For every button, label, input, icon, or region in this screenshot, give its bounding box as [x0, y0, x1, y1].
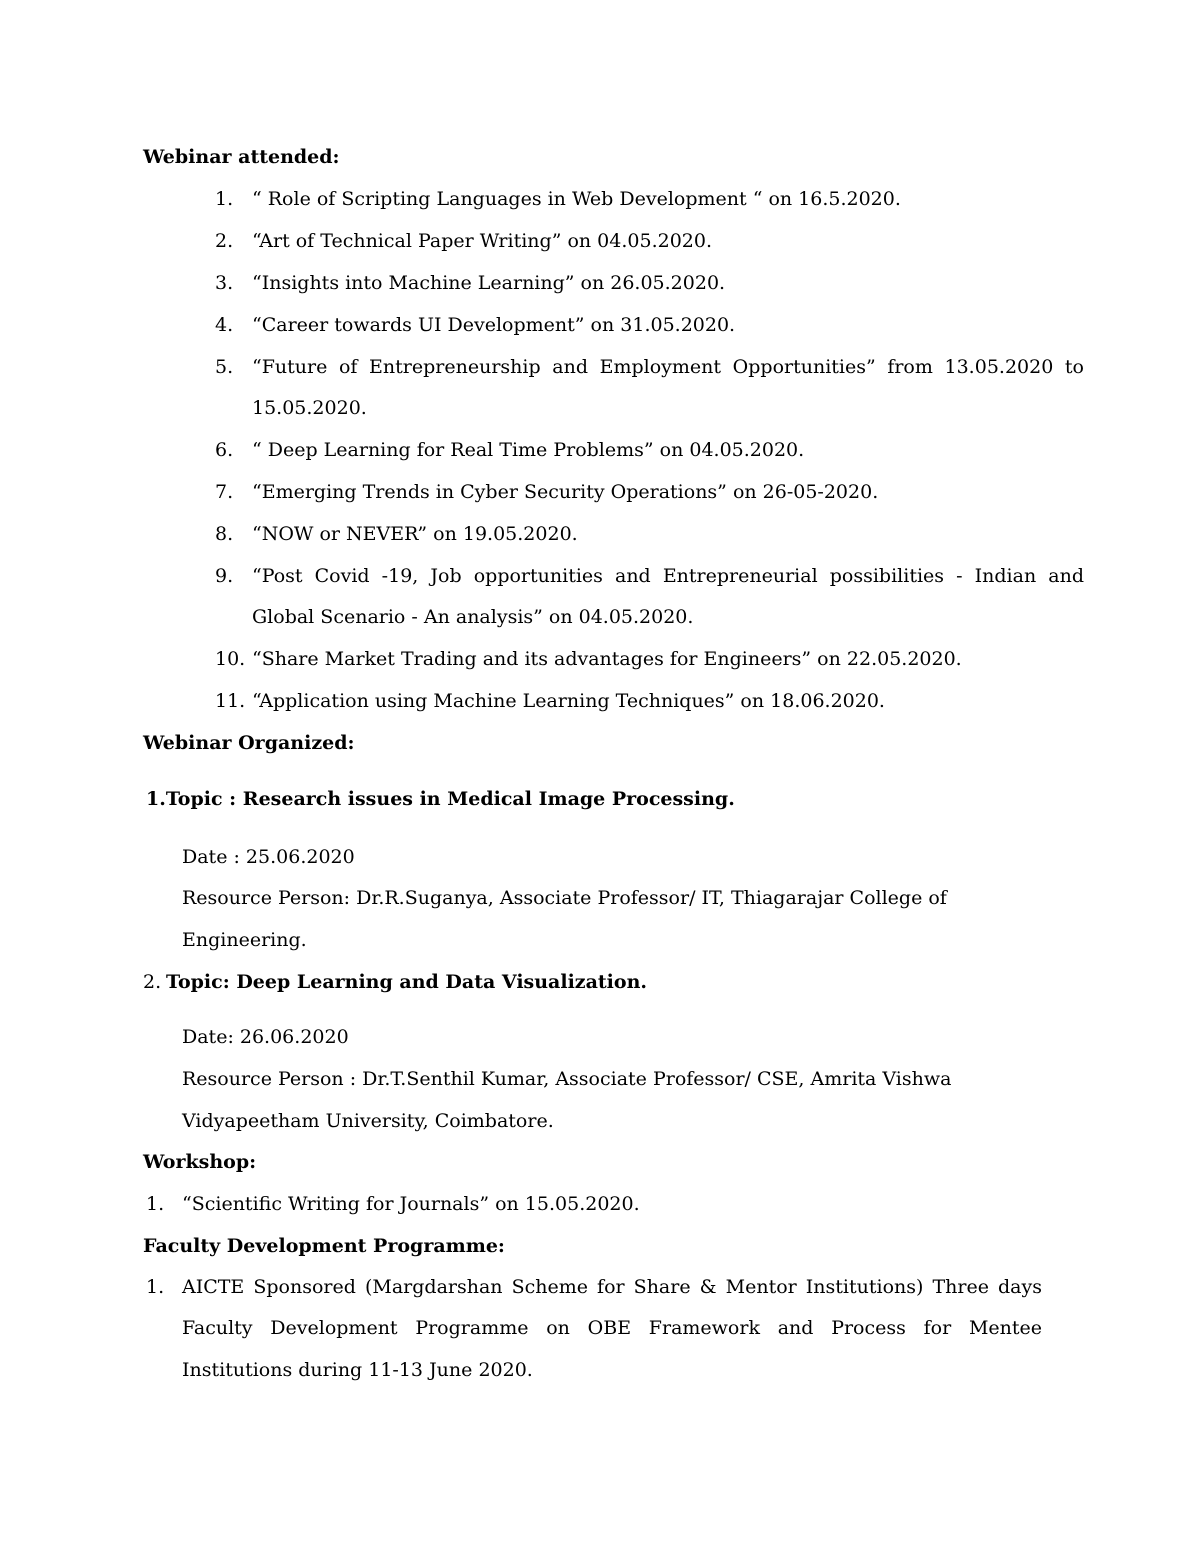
webinar-attended-item: “ Deep Learning for Real Time Problems” on 04.05.2020.	[252, 439, 805, 461]
list-number: 7.	[215, 481, 234, 503]
webinar-organized-heading: Webinar Organized:	[143, 732, 355, 754]
list-number: 11.	[215, 690, 246, 712]
webinar-attended-item: “Career towards UI Development” on 31.05.2020.	[252, 314, 736, 336]
topic1-title: 1.Topic : Research issues in Medical Image Processing.	[146, 788, 735, 810]
topic2-date: Date: 26.06.2020	[182, 1026, 349, 1048]
list-number: 2.	[215, 230, 234, 252]
fdp-item-line3: Institutions during 11-13 June 2020.	[182, 1359, 533, 1381]
fdp-item-line1: AICTE Sponsored (Margdarshan Scheme for Share & Mentor Institutions) Three days	[182, 1276, 1042, 1298]
list-number: 1.	[146, 1276, 165, 1298]
topic1-resource-line1: Resource Person: Dr.R.Suganya, Associate Professor/ IT, Thiagarajar College of	[182, 887, 947, 909]
webinar-attended-item-line2: 15.05.2020.	[252, 397, 367, 419]
webinar-attended-item-line2: Global Scenario - An analysis” on 04.05.2020.	[252, 606, 694, 628]
topic2-number: 2.	[143, 971, 162, 993]
list-number: 5.	[215, 356, 234, 378]
topic2-title: Topic: Deep Learning and Data Visualization.	[166, 971, 647, 993]
webinar-attended-item-line1: “Future of Entrepreneurship and Employment Opportunities” from 13.05.2020 to	[252, 356, 1084, 378]
webinar-attended-item: “Art of Technical Paper Writing” on 04.05.2020.	[252, 230, 712, 252]
topic1-date: Date : 25.06.2020	[182, 846, 355, 868]
list-number: 8.	[215, 523, 234, 545]
webinar-attended-item: “ Role of Scripting Languages in Web Development “ on 16.5.2020.	[252, 188, 901, 210]
list-number: 10.	[215, 648, 246, 670]
list-number: 4.	[215, 314, 234, 336]
webinar-attended-heading: Webinar attended:	[143, 146, 340, 168]
webinar-attended-item: “Share Market Trading and its advantages for Engineers” on 22.05.2020.	[252, 648, 962, 670]
list-number: 6.	[215, 439, 234, 461]
webinar-attended-item: “Application using Machine Learning Techniques” on 18.06.2020.	[252, 690, 885, 712]
list-number: 9.	[215, 565, 234, 587]
fdp-heading: Faculty Development Programme:	[143, 1235, 505, 1257]
list-number: 1.	[215, 188, 234, 210]
topic2-resource-line2: Vidyapeetham University, Coimbatore.	[182, 1110, 554, 1132]
webinar-attended-item: “NOW or NEVER” on 19.05.2020.	[252, 523, 578, 545]
workshop-heading: Workshop:	[143, 1151, 257, 1173]
list-number: 1.	[146, 1193, 165, 1215]
list-number: 3.	[215, 272, 234, 294]
topic2-resource-line1: Resource Person : Dr.T.Senthil Kumar, Associate Professor/ CSE, Amrita Vishwa	[182, 1068, 952, 1090]
webinar-attended-item-line1: “Post Covid -19, Job opportunities and Entrepreneurial possibilities - Indian and	[252, 565, 1084, 587]
webinar-attended-item: “Insights into Machine Learning” on 26.05.2020.	[252, 272, 726, 294]
topic1-resource-line2: Engineering.	[182, 929, 307, 951]
fdp-item-line2: Faculty Development Programme on OBE Framework and Process for Mentee	[182, 1317, 1042, 1339]
webinar-attended-item: “Emerging Trends in Cyber Security Operations” on 26-05-2020.	[252, 481, 879, 503]
workshop-item: “Scientific Writing for Journals” on 15.05.2020.	[182, 1193, 640, 1215]
